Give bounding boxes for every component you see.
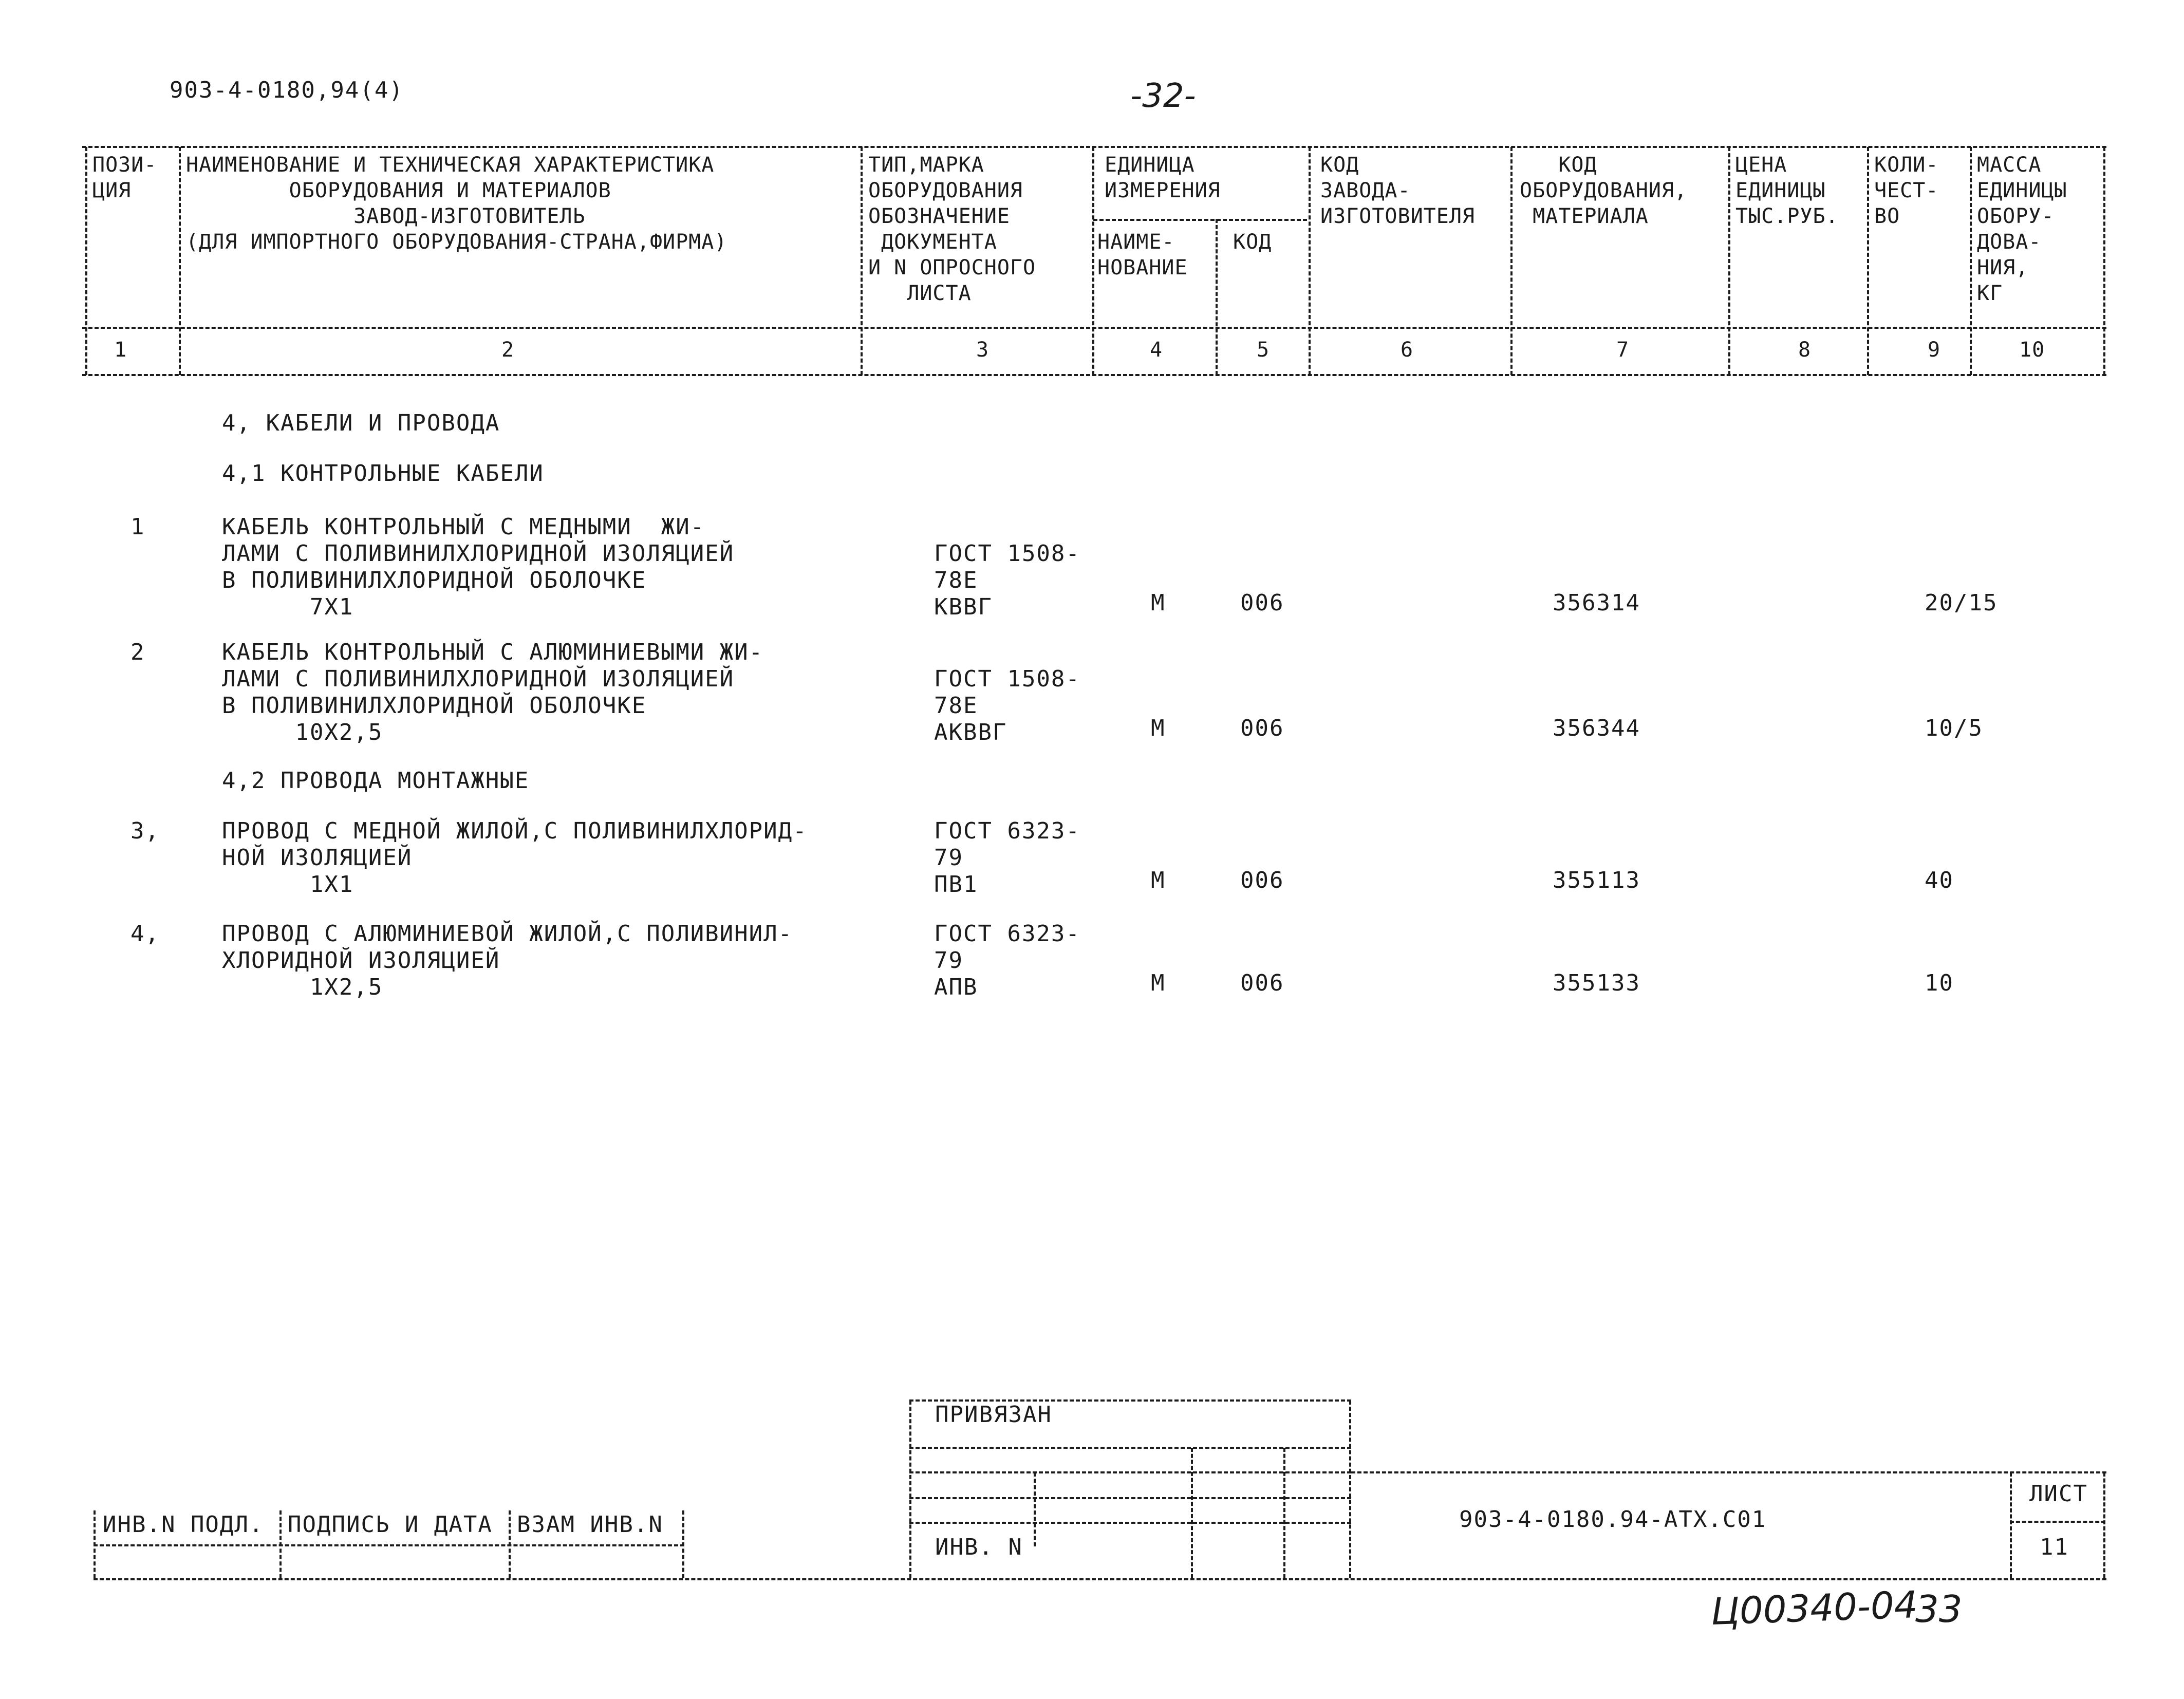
col-header-material-code: КОД ОБОРУДОВАНИЯ, МАТЕРИАЛА: [1520, 153, 1688, 228]
item-type: ГОСТ 6323- 79 ПВ1: [934, 818, 1080, 898]
document-code-top: 903-4-0180,94(4): [170, 77, 404, 103]
binding-divider: [1034, 1472, 1036, 1546]
list-item: [0, 514, 2184, 647]
stamp-mid-line: [94, 1544, 684, 1546]
unit-subdivider: [1093, 219, 1307, 221]
item-material-code: 355113: [1553, 867, 1640, 893]
item-type: ГОСТ 6323- 79 АПВ: [934, 921, 1080, 1000]
page-number: -32-: [1130, 77, 1196, 115]
col-divider: [1216, 219, 1218, 375]
col-divider: [179, 147, 181, 375]
col-header-price: ЦЕНА ЕДИНИЦЫ ТЫС.РУБ.: [1735, 153, 1839, 228]
col-divider: [861, 147, 863, 375]
handwritten-page-number: 33: [1915, 1588, 1963, 1631]
col-number: 2: [501, 338, 515, 362]
header-bottom-border: [82, 374, 2106, 376]
handwritten-archive-code: Ц00340-04: [1710, 1583, 1918, 1633]
sheet-box-divider: [2010, 1521, 2105, 1523]
bound-label: ПРИВЯЗАН: [935, 1402, 1052, 1428]
item-material-code: 356344: [1553, 715, 1640, 741]
item-unit-code: 006: [1240, 715, 1284, 741]
col-header-type: ТИП,МАРКА ОБОРУДОВАНИЯ ОБОЗНАЧЕНИЕ ДОКУМЕНТА И N ОПРОСНОГО ЛИСТА: [868, 153, 1036, 305]
sheet-box-left: [2010, 1472, 2012, 1578]
list-item: [0, 639, 2184, 773]
stamp-replaces-inventory: ВЗАМ ИНВ.N: [517, 1511, 663, 1538]
stamp-signature-date: ПОДПИСЬ И ДАТА: [288, 1511, 493, 1538]
item-unit: М: [1151, 970, 1166, 996]
sheet-box-right: [2103, 1472, 2105, 1578]
binding-left: [909, 1401, 911, 1578]
col-number: 1: [114, 338, 127, 362]
item-position: 1: [130, 514, 145, 540]
stamp-top-line: [1351, 1471, 2106, 1473]
sheet-number: 11: [2040, 1534, 2069, 1560]
sheet-label: ЛИСТ: [2029, 1481, 2088, 1507]
col-number: 10: [2019, 338, 2045, 362]
col-header-unit-name: НАИМЕ- НОВАНИЕ: [1097, 230, 1188, 279]
binding-divider: [1349, 1401, 1351, 1578]
col-number: 9: [1928, 338, 1941, 362]
inventory-label: ИНВ. N: [935, 1534, 1023, 1560]
item-position: 3,: [130, 818, 160, 844]
item-material-code: 355133: [1553, 970, 1640, 996]
col-header-mass: МАССА ЕДИНИЦЫ ОБОРУ- ДОВА- НИЯ, КГ: [1977, 153, 2067, 305]
item-unit: М: [1151, 715, 1166, 741]
col-divider: [2103, 147, 2105, 375]
col-divider: [1510, 147, 1513, 375]
header-mid-border: [82, 327, 2106, 329]
item-mass: 10: [1925, 970, 1954, 996]
binding-divider: [1191, 1448, 1193, 1578]
item-unit: М: [1151, 867, 1166, 893]
col-divider: [1728, 147, 1730, 375]
item-material-code: 356314: [1553, 590, 1640, 616]
col-header-factory-code: КОД ЗАВОДА- ИЗГОТОВИТЕЛЯ: [1320, 153, 1475, 228]
section-title: 4, КАБЕЛИ И ПРОВОДА: [222, 410, 500, 436]
col-header-position: ПОЗИ- ЦИЯ: [92, 153, 157, 202]
list-item: [0, 921, 2184, 1054]
col-number: 4: [1150, 338, 1163, 362]
col-number: 6: [1401, 338, 1414, 362]
item-name: ПРОВОД С АЛЮМИНИЕВОЙ ЖИЛОЙ,С ПОЛИВИНИЛ- ХЛОРИДНОЙ ИЗОЛЯЦИЕЙ 1Х2,5: [222, 921, 793, 1000]
item-unit-code: 006: [1240, 970, 1284, 996]
item-mass: 10/5: [1925, 715, 1983, 741]
item-unit-code: 006: [1240, 590, 1284, 616]
stamp-bottom-line: [94, 1578, 2106, 1580]
subsection-title: 4,1 КОНТРОЛЬНЫЕ КАБЕЛИ: [222, 460, 544, 487]
item-position: 4,: [130, 921, 160, 947]
col-number: 3: [976, 338, 990, 362]
header-top-border: [82, 146, 2106, 148]
item-position: 2: [130, 639, 145, 665]
col-divider: [1092, 147, 1094, 375]
item-name: ПРОВОД С МЕДНОЙ ЖИЛОЙ,С ПОЛИВИНИЛХЛОРИД- НОЙ ИЗОЛЯЦИЕЙ 1Х1: [222, 818, 808, 898]
item-name: КАБЕЛЬ КОНТРОЛЬНЫЙ С АЛЮМИНИЕВЫМИ ЖИ- ЛАМИ С ПОЛИВИНИЛХЛОРИДНОЙ ИЗОЛЯЦИЕЙ В ПОЛИВИНИЛХЛОРИДНОЙ ОБОЛОЧКЕ 10Х2,5: [222, 639, 764, 745]
item-type: ГОСТ 1508- 78Е АКВВГ: [934, 666, 1080, 745]
col-divider: [1970, 147, 1972, 375]
col-divider: [1309, 147, 1311, 375]
col-number: 8: [1798, 338, 1812, 362]
col-header-unit: ЕДИНИЦА ИЗМЕРЕНИЯ: [1105, 153, 1221, 202]
col-divider: [85, 147, 87, 375]
item-mass: 40: [1925, 867, 1954, 893]
col-header-unit-code: КОД: [1233, 230, 1272, 254]
col-header-quantity: КОЛИ- ЧЕСТ- ВО: [1874, 153, 1939, 228]
binding-divider: [1283, 1448, 1285, 1578]
subsection-title: 4,2 ПРОВОДА МОНТАЖНЫЕ: [222, 768, 530, 794]
col-number: 7: [1616, 338, 1630, 362]
drawing-code: 903-4-0180.94-АТХ.С01: [1459, 1506, 1767, 1533]
col-divider: [1867, 147, 1869, 375]
stamp-inventory-original: ИНВ.N ПОДЛ.: [103, 1511, 264, 1538]
col-header-name: НАИМЕНОВАНИЕ И ТЕХНИЧЕСКАЯ ХАРАКТЕРИСТИКА ОБОРУДОВАНИЯ И МАТЕРИАЛОВ ЗАВОД-ИЗГОТОВИТЕЛЬ (ДЛЯ ИМПОРТНОГО ОБОРУДОВАНИЯ-СТРАНА,ФИРМА): [186, 153, 727, 254]
item-name: КАБЕЛЬ КОНТРОЛЬНЫЙ С МЕДНЫМИ ЖИ- ЛАМИ С ПОЛИВИНИЛХЛОРИДНОЙ ИЗОЛЯЦИЕЙ В ПОЛИВИНИЛХЛОРИДНОЙ ОБОЛОЧКЕ 7Х1: [222, 514, 735, 620]
item-unit: М: [1151, 590, 1166, 616]
item-unit-code: 006: [1240, 867, 1284, 893]
item-type: ГОСТ 1508- 78Е КВВГ: [934, 540, 1080, 620]
item-mass: 20/15: [1925, 590, 1998, 616]
col-number: 5: [1257, 338, 1270, 362]
